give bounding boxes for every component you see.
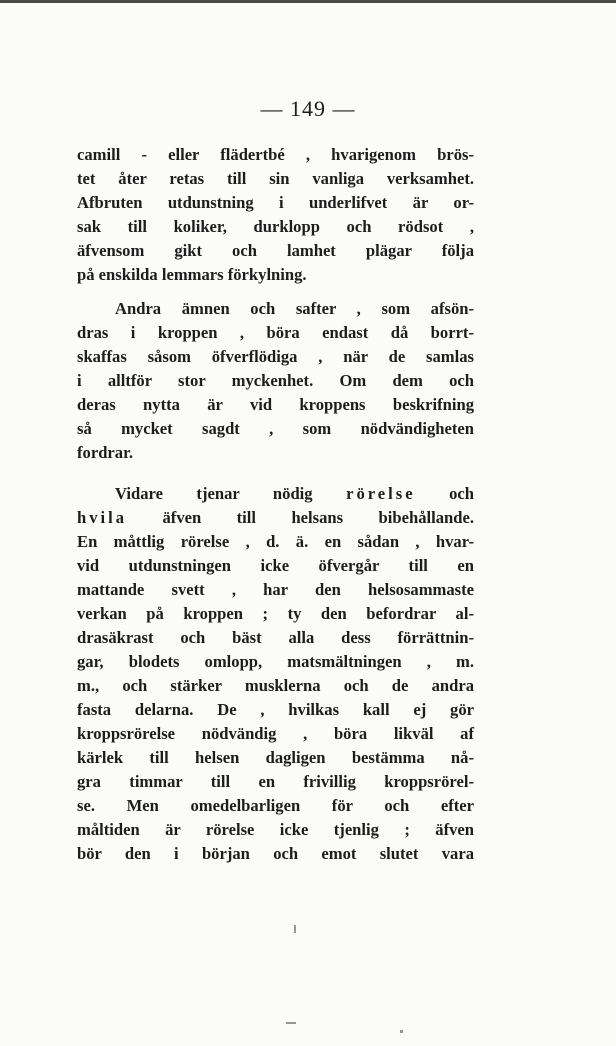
text-line: kroppsrörelse nödvändig , böra likväl af xyxy=(77,724,474,743)
text-line: sak till koliker, durklopp och rödsot , xyxy=(77,217,474,236)
text-run: och xyxy=(415,484,474,503)
text-line: tet åter retas till sin vanliga verksamhet. xyxy=(77,169,474,188)
print-speck xyxy=(294,925,296,933)
text-line: skaffas såsom öfverflödiga , när de samlas xyxy=(77,347,474,366)
text-line: mattande svett , har den helsosammaste xyxy=(77,580,474,599)
text-line: kärlek till helsen dagligen bestämma nå- xyxy=(77,748,474,767)
paragraph-2 xyxy=(77,297,474,465)
text-line: vid utdunstningen icke öfvergår till en xyxy=(77,556,474,575)
text-line: se. Men omedelbarligen för och efter xyxy=(77,796,474,815)
paragraph-3 xyxy=(77,482,474,866)
text-line xyxy=(77,506,474,530)
text-line: äfvensom gikt och lamhet plägar följa xyxy=(77,241,474,260)
text-run: Vidare tjenar nödig xyxy=(115,484,347,503)
text-line: camill - eller flädertbé , hvarigenom brös- xyxy=(77,145,474,164)
text-line: drasäkrast och bäst alla dess förrättnin- xyxy=(77,628,474,647)
spaced-word: rörelse xyxy=(346,484,416,503)
print-speck xyxy=(400,1030,403,1033)
text-line: fasta delarna. De , hvilkas kall ej gör xyxy=(77,700,474,719)
paragraph-1 xyxy=(77,143,474,287)
text-line: fordrar. xyxy=(77,443,134,462)
print-speck xyxy=(286,1022,296,1024)
text-line: på enskilda lemmars förkylning. xyxy=(77,265,307,284)
text-line: i alltför stor myckenhet. Om dem och xyxy=(77,371,474,390)
text-line: En måttlig rörelse , d. ä. en sådan , hvar- xyxy=(77,532,474,551)
text-line: Andra ämnen och safter , som afsön- xyxy=(115,299,474,318)
text-line: gra timmar till en frivillig kroppsrörel- xyxy=(77,772,474,791)
text-run: äfven till helsans bibehållande. xyxy=(127,508,474,527)
text-line: Afbruten utdunstning i underlifvet är or- xyxy=(77,193,474,212)
text-line: bör den i början och emot slutet vara xyxy=(77,844,474,863)
text-line: så mycket sagdt , som nödvändigheten xyxy=(77,419,474,438)
text-line: deras nytta är vid kroppens beskrifning xyxy=(77,395,474,414)
top-edge-rule xyxy=(0,0,616,3)
spaced-word: hvila xyxy=(77,508,128,527)
text-line: måltiden är rörelse icke tjenlig ; äfven xyxy=(77,820,474,839)
text-line: m., och stärker musklerna och de andra xyxy=(77,676,474,695)
text-line: dras i kroppen , böra endast då borrt- xyxy=(77,323,474,342)
text-line xyxy=(77,482,474,506)
text-line: gar, blodets omlopp, matsmältningen , m. xyxy=(77,652,474,671)
text-line: verkan på kroppen ; ty den befordrar al- xyxy=(77,604,474,623)
page-number: — 149 — xyxy=(260,96,356,121)
